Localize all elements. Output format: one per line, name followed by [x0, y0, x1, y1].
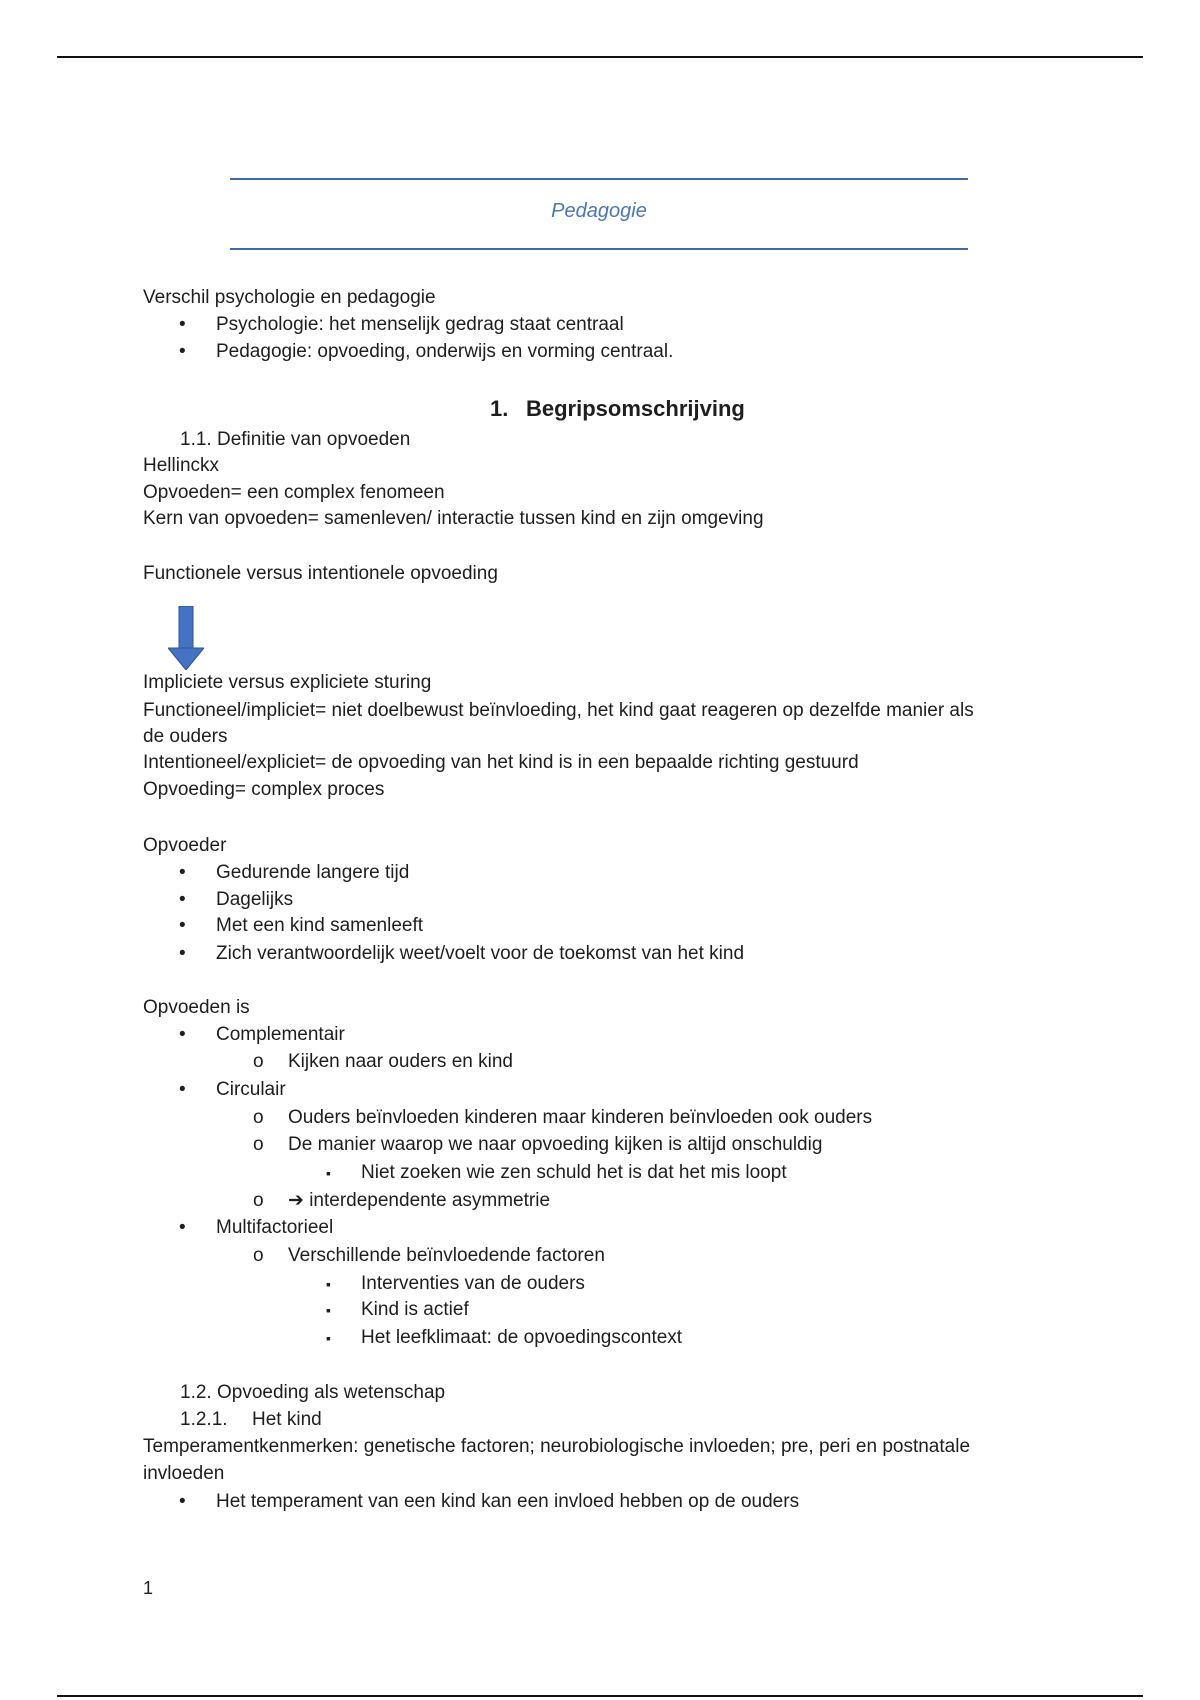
footer-rule	[57, 1695, 1143, 1697]
paragraph-line: Functionele versus intentionele opvoeding	[143, 563, 498, 584]
list-item: Niet zoeken wie zen schuld het is dat het mis loopt	[361, 1162, 787, 1183]
paragraph-line: de ouders	[143, 726, 228, 747]
bullet-marker: •	[179, 862, 186, 883]
chapter-number: 1.	[490, 396, 509, 421]
circle-marker: o	[253, 1190, 264, 1211]
title-rule-top	[230, 178, 968, 180]
bullet-marker: •	[179, 1491, 186, 1512]
bullet-marker: •	[179, 1079, 186, 1100]
list-item: Kijken naar ouders en kind	[288, 1051, 513, 1072]
list-item: Circulair	[216, 1079, 286, 1100]
subheading: Opvoeden is	[143, 997, 250, 1018]
bullet-marker: •	[179, 915, 186, 936]
list-item-text: interdependente asymmetrie	[309, 1190, 551, 1211]
square-marker: ▪	[326, 1276, 331, 1292]
author-line: Hellinckx	[143, 455, 220, 476]
list-item: Ouders beïnvloeden kinderen maar kinderen beïnvloeden ook ouders	[288, 1107, 873, 1128]
paragraph-line: Impliciete versus expliciete sturing	[143, 672, 432, 693]
section-heading-1-2-1: Het kind	[252, 1409, 322, 1430]
list-item: Psychologie: het menselijk gedrag staat centraal	[216, 314, 624, 335]
header-rule	[57, 56, 1143, 58]
section-heading-1-2: 1.2. Opvoeding als wetenschap	[180, 1382, 446, 1403]
paragraph-line: Temperamentkenmerken: genetische factoren; neurobiologische invloeden; pre, peri en postnatale	[143, 1436, 971, 1457]
intro-heading: Verschil psychologie en pedagogie	[143, 287, 436, 308]
square-marker: ▪	[326, 1165, 331, 1181]
definition-line: Opvoeden= een complex fenomeen	[143, 482, 445, 503]
paragraph-line: Functioneel/impliciet= niet doelbewust beïnvloeding, het kind gaat reageren op dezelfde manier als	[143, 700, 974, 721]
bullet-marker: •	[179, 341, 186, 362]
section-number-1-2-1: 1.2.1.	[180, 1409, 228, 1430]
bullet-marker: •	[179, 943, 186, 964]
paragraph-line: Intentioneel/expliciet= de opvoeding van het kind is in een bepaalde richting gestuurd	[143, 752, 859, 773]
paragraph-line: Opvoeding= complex proces	[143, 779, 385, 800]
bullet-marker: •	[179, 889, 186, 910]
circle-marker: o	[253, 1051, 264, 1072]
list-item: Complementair	[216, 1024, 345, 1045]
list-item: Het leefklimaat: de opvoedingscontext	[361, 1327, 683, 1348]
circle-marker: o	[253, 1107, 264, 1128]
down-arrow-icon	[168, 606, 204, 670]
subheading: Opvoeder	[143, 835, 227, 856]
square-marker: ▪	[326, 1302, 331, 1318]
list-item: Zich verantwoordelijk weet/voelt voor de toekomst van het kind	[216, 943, 745, 964]
list-item: Met een kind samenleeft	[216, 915, 424, 936]
circle-marker: o	[253, 1134, 264, 1155]
list-item: Multifactorieel	[216, 1217, 334, 1238]
list-item	[288, 1189, 550, 1213]
list-item: Verschillende beïnvloedende factoren	[288, 1245, 605, 1266]
list-item: Kind is actief	[361, 1299, 469, 1320]
circle-marker: o	[253, 1245, 264, 1266]
title-rule-bottom	[230, 248, 968, 250]
bullet-marker: •	[179, 1024, 186, 1045]
chapter-title: Begripsomschrijving	[526, 396, 745, 421]
document-title: Pedagogie	[551, 200, 647, 222]
page-number: 1	[143, 1578, 154, 1598]
list-item: Dagelijks	[216, 889, 294, 910]
square-marker: ▪	[326, 1330, 331, 1346]
right-arrow-icon: ➔	[288, 1190, 304, 1211]
list-item: De manier waarop we naar opvoeding kijken is altijd onschuldig	[288, 1134, 823, 1155]
paragraph-line: invloeden	[143, 1463, 225, 1484]
list-item: Gedurende langere tijd	[216, 862, 410, 883]
list-item: Interventies van de ouders	[361, 1273, 585, 1294]
bullet-marker: •	[179, 1217, 186, 1238]
definition-line: Kern van opvoeden= samenleven/ interactie tussen kind en zijn omgeving	[143, 508, 764, 529]
list-item: Pedagogie: opvoeding, onderwijs en vorming centraal.	[216, 341, 674, 362]
list-item: Het temperament van een kind kan een invloed hebben op de ouders	[216, 1491, 800, 1512]
bullet-marker: •	[179, 314, 186, 335]
section-heading-1-1: 1.1. Definitie van opvoeden	[180, 429, 411, 450]
